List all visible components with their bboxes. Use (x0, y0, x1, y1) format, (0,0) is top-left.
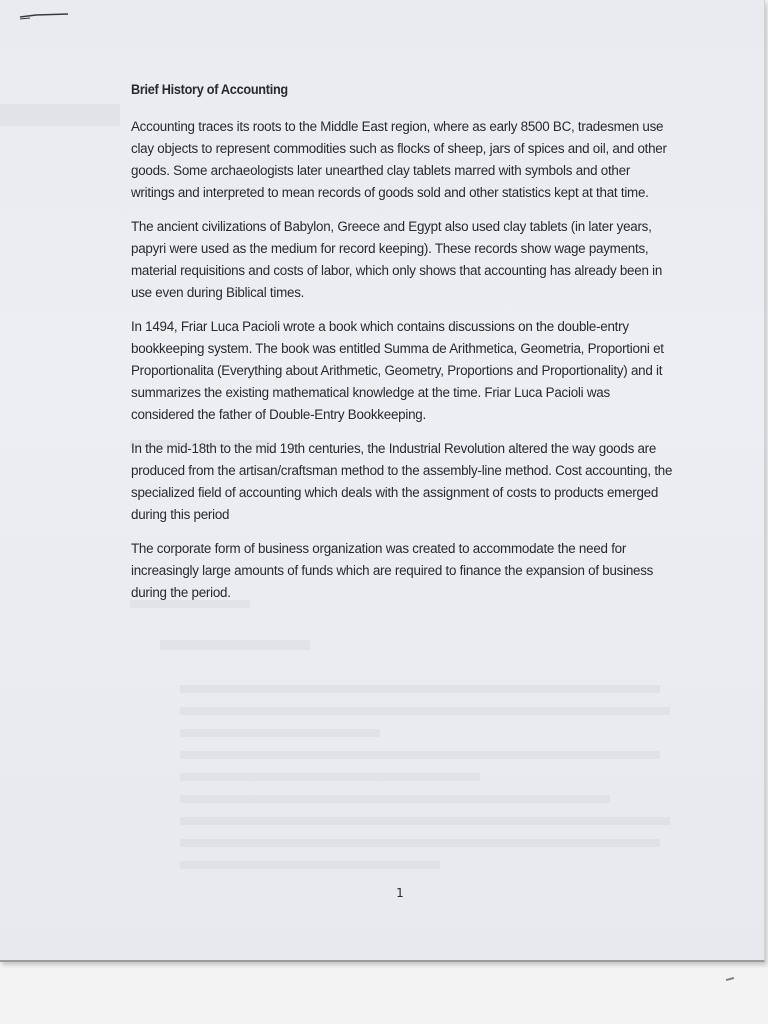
document-title: Brief History of Accounting (131, 82, 288, 97)
document-body (131, 82, 674, 616)
paragraph-origins: Accounting traces its roots to the Middle East region, where as early 8500 BC, tradesmen use clay objects to represent commodities such as flocks of sheep, jars of spices and oil, and other goods. Some archaeologists later unearthed clay tablets marred with symbols and other writings and interpreted to mean records of goods sold and other statistics kept at that time. (131, 119, 667, 200)
paragraph-pacioli: In 1494, Friar Luca Pacioli wrote a book which contains discussions on the double-entry bookkeeping system. The book was entitled Summa de Arithmetica, Geometria, Proportioni et Proportionalita (Everything about Arithmetic, Geometry, Proportions and Proportionality) and it summarizes the existing mathematical knowledge at the time. Friar Luca Pacioli was considered the father of Double-Entry Bookkeeping. (131, 319, 664, 422)
paragraph-ancient-civilizations: The ancient civilizations of Babylon, Greece and Egypt also used clay tablets (in later years, papyri were used as the medium for record keeping). These records show wage payments, material requisitions and costs of labor, which only shows that accounting has already been in use even during Biblical times. (131, 219, 663, 300)
page-number: 1 (396, 886, 404, 900)
paragraph-industrial-revolution: In the mid-18th to the mid 19th centuries, the Industrial Revolution altered the way goods are produced from the artisan/craftsman method to the assembly-line method. Cost accounting, the specialized field of accounting which deals with the assignment of costs to products emerged during this period (131, 441, 673, 522)
edge-mark-decoration (726, 977, 734, 981)
pen-mark-decoration (18, 12, 70, 20)
paragraph-corporate-form: The corporate form of business organization was created to accommodate the need for increasingly large amounts of funds which are required to finance the expansion of business during the period. (131, 541, 654, 600)
